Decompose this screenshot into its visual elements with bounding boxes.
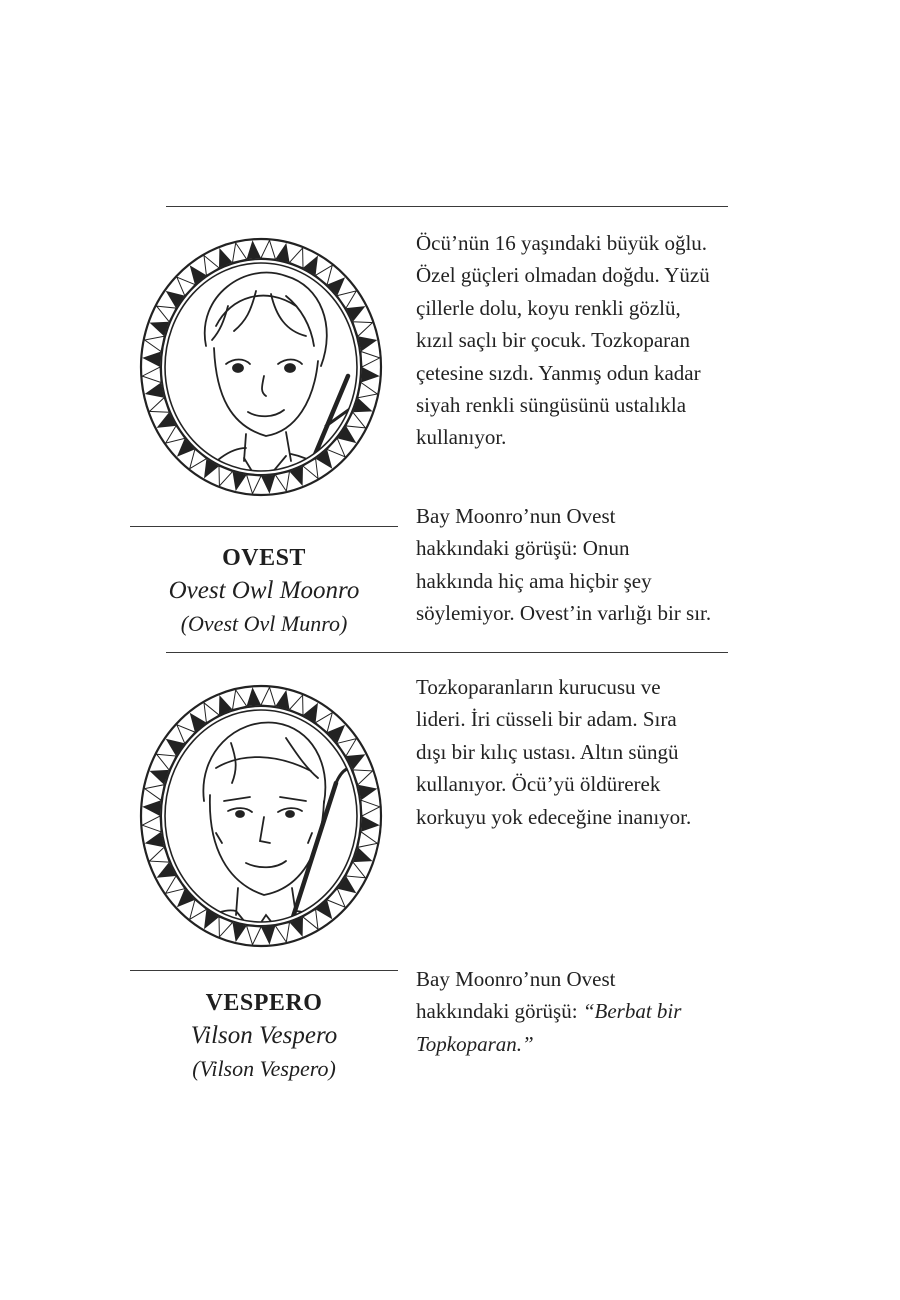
opinion-line: söylemiyor. Ovest’in varlığı bir sır. <box>416 601 712 626</box>
vespero-opinion <box>416 963 736 1060</box>
description-line: kullanıyor. Öcü’yü öldürerek <box>416 772 661 797</box>
opinion-line: hakkında hiç ama hiçbir şey <box>416 568 652 593</box>
vespero-name-rule <box>130 970 398 971</box>
description-line: siyah renkli süngüsünü ustalıkla <box>416 393 687 418</box>
opinion-line: Bay Moonro’nun Ovest <box>416 967 616 991</box>
description-line: korkuyu yok edeceğine inanıyor. <box>416 804 692 829</box>
character-pronunciation: (Vilson Vespero) <box>192 1056 336 1081</box>
character-nickname: VESPERO <box>205 990 323 1016</box>
character-nickname: OVEST <box>222 545 306 571</box>
opinion-text: hakkındaki görüşü: <box>416 999 583 1024</box>
description-line: çetesine sızdı. Yanmış odun kadar <box>416 360 701 385</box>
character-full-name: Vilson Vespero <box>190 1022 338 1049</box>
opinion-quote-line: Topkoparan.” <box>416 1031 534 1056</box>
opinion-line: hakkındaki görüşü: Onun <box>416 536 630 561</box>
description-line: Öcü’nün 16 yaşındaki büyük oğlu. <box>416 231 708 255</box>
opinion-line: Bay Moonro’nun Ovest <box>416 504 616 528</box>
vespero-name-block <box>130 987 398 1085</box>
ovest-opinion <box>416 500 736 630</box>
description-line: kullanıyor. <box>416 425 507 450</box>
opinion-quote: “Berbat bir <box>582 999 682 1024</box>
ovest-description <box>416 227 736 454</box>
character-pronunciation: (Ovest Ovl Munro) <box>180 611 348 636</box>
description-line: dışı bir kılıç ustası. Altın süngü <box>416 739 679 764</box>
section-divider-rule <box>166 652 728 653</box>
boy-with-sword-portrait-icon <box>136 236 386 498</box>
vespero-description <box>416 671 736 833</box>
description-line: çillerle dolu, koyu renkli gözlü, <box>416 295 681 320</box>
ovest-name-rule <box>130 526 398 527</box>
opinion-line <box>416 995 736 1027</box>
man-with-sword-portrait-icon <box>136 683 386 949</box>
top-rule <box>166 206 728 207</box>
ovest-name-block <box>130 542 398 640</box>
description-line: lideri. İri cüsseli bir adam. Sıra <box>416 707 677 732</box>
description-line: Tozkoparanların kurucusu ve <box>416 675 661 699</box>
description-line: kızıl saçlı bir çocuk. Tozkoparan <box>416 328 690 353</box>
description-line: Özel güçleri olmadan doğdu. Yüzü <box>416 263 710 288</box>
character-full-name: Ovest Owl Moonro <box>168 577 360 604</box>
